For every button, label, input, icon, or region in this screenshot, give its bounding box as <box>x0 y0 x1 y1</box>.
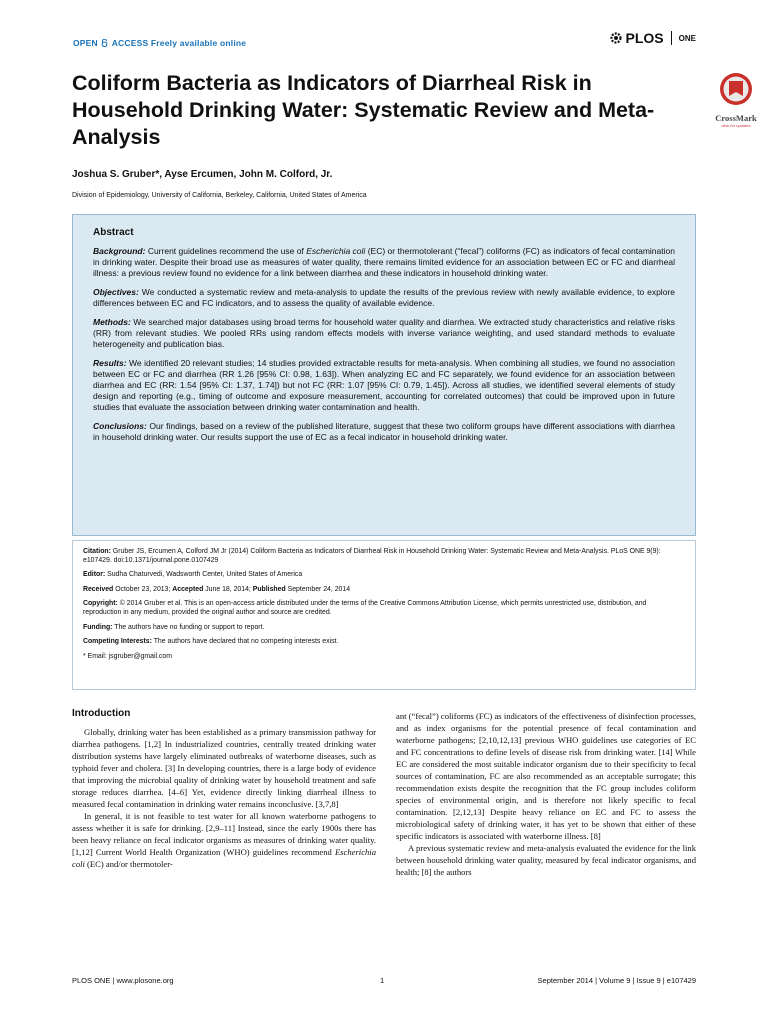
funding-label: Funding: <box>83 623 113 631</box>
dates <box>83 586 685 595</box>
background-text-cont: (EC) or thermotolerant (“fecal”) coliforms (FC) as indicators of fecal contamination in drinking water. Despite their broad use as measures of water quality, there remains limited evidence for an association between EC or FC and diarrheal illness: a previous review found no evidence for a link between diarrhea and these indicators in household drinking water. <box>93 246 675 278</box>
abstract-background <box>93 246 675 279</box>
intro-p2-text-cont: (EC) and/or thermotoler- <box>87 859 173 869</box>
funding <box>83 624 685 633</box>
objectives-label: Objectives: <box>93 287 139 297</box>
background-label: Background: <box>93 246 146 256</box>
received-label: Received <box>83 585 114 593</box>
objectives-text: We conducted a systematic review and meta-analysis to update the results of the previous review with newly available evidence, to explore differences between EC and FC indicators, and to assess the quality of available evidence. <box>93 287 675 308</box>
access-label: ACCESS <box>111 38 149 48</box>
citation-label: Citation: <box>83 548 111 555</box>
plos-gear-icon <box>609 31 623 45</box>
abstract-heading: Abstract <box>93 227 134 238</box>
accepted-date: June 18, 2014; <box>205 585 251 593</box>
copyright-label: Copyright: <box>83 600 118 608</box>
funding-text: The authors have no funding or support to report. <box>114 623 265 631</box>
competing-text: The authors have declared that no competing interests exist. <box>153 638 339 646</box>
email[interactable]: * Email: jsgruber@gmail.com <box>83 652 172 660</box>
open-label: OPEN <box>73 38 98 48</box>
free-available-label: Freely available online <box>150 38 247 48</box>
crossmark-sublabel: click for updates <box>721 123 751 128</box>
intro-paragraph-1: Globally, drinking water has been established as a primary transmission pathway for diarrhea pathogens. [1,2] In industrialized countries, centrally treated drinking water distribution systems have largely eliminated outbreaks of waterborne diseases, such as typhoid fever and cholera. [3] In developing countries, there is a large body of evidence that improving the microbial quality of drinking water by household treatment and safe storage reduces diarrhea. [4–6] Yet, evidence directly linking diarrheal illness to measured fecal contamination in drinking water remains inconclusive. [3,7,8] <box>72 727 376 809</box>
published-date: September 24, 2014 <box>287 585 351 593</box>
page-number: 1 <box>380 976 385 985</box>
body-column-right <box>396 710 696 878</box>
body-column-left <box>72 726 376 870</box>
journal-logo[interactable] <box>609 30 696 46</box>
conclusions-text: Our findings, based on a review of the published literature, suggest that these two coliform groups have different associations with diarrhea in household drinking water. Our results support the use of EC as a fecal indicator in household drinking water. <box>93 421 675 442</box>
accepted-label: Accepted <box>172 585 204 593</box>
article-title: Coliform Bacteria as Indicators of Diarrheal Risk in Household Drinking Water: Systematic Review and Meta-Analysis <box>72 71 655 149</box>
methods-label: Methods: <box>93 317 131 327</box>
background-text: Current guidelines recommend the use of <box>147 246 304 256</box>
results-label: Results: <box>93 358 127 368</box>
results-text: We identified 20 relevant studies; 14 studies provided extractable results for meta-analysis. When combining all studies, we found no association between EC or FC and diarrhea (RR 1.26 [95% CI: 0.98, 1.63]). When analyzing EC and FC separately, we found evidence for an association between diarrhea and EC (RR: 1.54 [95% CI: 1.37, 1.74]) but not FC (RR: 1.07 [95% CI: 0.79, 1.45]). Across all studies, we identified several elements of study design and reporting (e.g., timing of outcome and exposure measurement, accounting for correlated outcomes) that could be improved upon in future studies that evaluate the association between drinking water contamination and health. <box>93 358 675 412</box>
footer-issue: September 2014 | Volume 9 | Issue 9 | e107429 <box>537 976 696 985</box>
affiliation: Division of Epidemiology, University of California, Berkeley, California, United States of America <box>72 192 367 199</box>
abstract-results <box>93 358 675 413</box>
abstract-objectives <box>93 287 675 309</box>
crossmark-badge[interactable] <box>708 72 764 128</box>
conclusions-label: Conclusions: <box>93 421 147 431</box>
editor <box>83 571 685 580</box>
copyright <box>83 600 685 617</box>
crossmark-label: CrossMark <box>715 113 757 123</box>
one-label: ONE <box>678 33 696 43</box>
abstract-conclusions <box>93 421 675 443</box>
open-access-lock-icon <box>101 39 108 47</box>
received-date: October 23, 2013; <box>115 585 171 593</box>
editor-label: Editor: <box>83 571 106 579</box>
abstract-methods <box>93 317 675 350</box>
plos-label: PLOS <box>625 30 664 46</box>
intro-paragraph-3: A previous systematic review and meta-analysis evaluated the evidence for the link between household drinking water quality, measured by fecal indicator organisms, and health; [8] the authors <box>396 843 696 877</box>
open-access-banner <box>73 38 246 48</box>
citation-text[interactable]: Gruber JS, Ercumen A, Colford JM Jr (2014) Coliform Bacteria as Indicators of Diarrheal Risk in Household Drinking Water: Systematic Review and Meta-Analysis. PLoS ONE 9(9): e107429. doi:10.1371/journal.pone.0107429 <box>83 548 661 564</box>
intro-p2-species: Escherichia coli <box>72 847 376 869</box>
copyright-text: © 2014 Gruber et al. This is an open-access article distributed under the terms of the Creative Commons Attribution License, which permits unrestricted use, distribution, and reproduction in any medium, provided the original author and source are credited. <box>83 600 647 616</box>
citation <box>83 548 685 565</box>
footer-journal[interactable]: PLOS ONE | www.plosone.org <box>72 976 174 985</box>
intro-paragraph-2-cont: ant (“fecal”) coliforms (FC) as indicators of the effectiveness of disinfection processes, and as index organisms for the potential presence of fecal contamination and waterborne pathogens; [2,10,12,13] previous WHO guidelines use categories of EC and FC concentrations to define levels of disease risk from drinking water. [14] While EC are considered the most suitable indicator organism due to their specificity to fecal sources of contamination, FC are also recommended as an acceptable surrogate; this recommendation exists despite the recognition that the FC group includes coliform species of environmental origin, and is therefore not likely specific to fecal contamination. [2,12,13] Despite heavy reliance on EC and FC to assess the microbiological safety of drinking water, it has yet to be shown that either of these specific indicators is associated with waterborne illness. [8] <box>396 711 696 841</box>
competing-label: Competing Interests: <box>83 638 152 646</box>
editor-text: Sudha Chaturvedi, Wadsworth Center, United States of America <box>107 571 303 579</box>
crossmark-icon <box>719 72 753 106</box>
intro-p2-text: In general, it is not feasible to test water for all known waterborne pathogens to assess whether it is safe for drinking. [2,9–11] Instead, since the early 1900s there has been heavy reliance on fecal indicator organisms as measures of drinking water quality. [1,12] Current World Health Organization (WHO) guidelines recommend <box>72 811 376 857</box>
published-label: Published <box>252 585 286 593</box>
methods-text: We searched major databases using broad terms for household water quality and diarrhea. We extracted study characteristics and relative risks (RR) from relevant studies. We pooled RRs using random effects models with inverse variance weighting, and used standard methods to evaluate heterogeneity and publication bias. <box>93 317 675 349</box>
competing-interests <box>83 638 685 647</box>
background-species: Escherichia coli <box>306 246 366 256</box>
article-info-box <box>72 540 696 690</box>
introduction-heading: Introduction <box>72 708 131 719</box>
abstract-box <box>72 214 696 536</box>
author-list: Joshua S. Gruber*, Ayse Ercumen, John M. Colford, Jr. <box>72 169 333 180</box>
logo-divider <box>671 31 672 45</box>
intro-paragraph-2 <box>72 810 376 870</box>
